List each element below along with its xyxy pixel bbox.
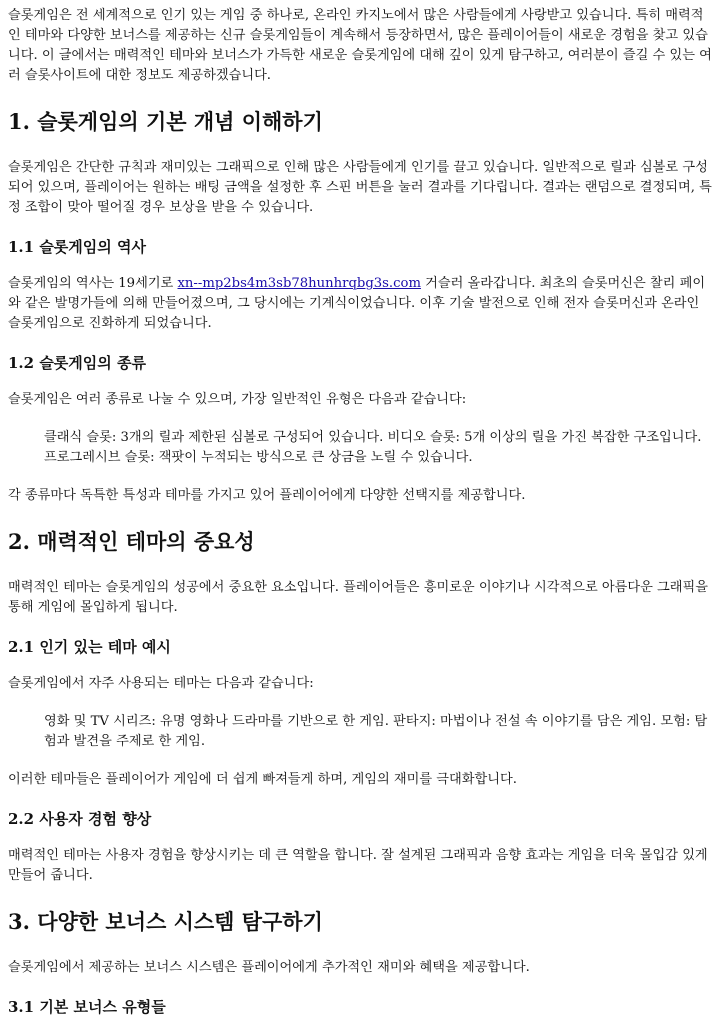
themes-quote-text: 영화 및 TV 시리즈: 유명 영화나 드라마를 기반으로 한 게임. 판타지: 마법이나 전설 속 이야기를 담은 게임. 모험: 탐험과 발견을 주제로 한 게임. [44,714,708,749]
section2-1-paragraph: 슬롯게임에서 자주 사용되는 테마는 다음과 같습니다: [8,676,314,691]
section2-2-paragraph: 매력적인 테마는 사용자 경험을 향상시키는 데 큰 역할을 합니다. 잘 설계된 그래픽과 음향 효과는 게임을 더욱 몰입감 있게 만들어 줍니다. [8,848,708,883]
section2-heading: 2. 매력적인 테마의 중요성 [8,529,255,554]
section3-paragraph: 슬롯게임에서 제공하는 보너스 시스템은 플레이어에게 추가적인 재미와 혜택을 제공합니다. [8,960,530,975]
section3-1-heading: 3.1 기본 보너스 유형들 [8,998,166,1016]
slot-types-quote [44,428,712,468]
section2-1-heading: 2.1 인기 있는 테마 예시 [8,638,171,656]
section1-2-closing: 각 종류마다 독특한 특성과 테마를 가지고 있어 플레이어에게 다양한 선택지를 제공합니다. [8,488,526,503]
history-text-before: 슬롯게임의 역사는 19세기로 [8,276,178,291]
section2-2-heading: 2.2 사용자 경험 향상 [8,810,152,828]
slot-types-quote-text: 클래식 슬롯: 3개의 릴과 제한된 심볼로 구성되어 있습니다. 비디오 슬롯: 5개 이상의 릴을 가진 복잡한 구조입니다. 프로그레시브 슬롯: 잭팟이 누적되는 방식으로 큰 상금을 노릴 수 있습니다. [44,430,702,465]
intro-paragraph: 슬롯게임은 전 세계적으로 인기 있는 게임 중 하나로, 온라인 카지노에서 많은 사람들에게 사랑받고 있습니다. 특히 매력적인 테마와 다양한 보너스를 제공하는 신규 슬롯게임들이 계속해서 등장하면서, 많은 플레이어들이 새로운 경험을 찾고 있습니다. 이 글에서는 매력적인 테마와 보너스가 가득한 새로운 슬롯게임에 대해 깊이 있게 탐구하고, 여러분이 즐길 수 있는 여러 슬롯사이트에 대한 정보도 제공하겠습니다. [8,8,712,83]
section3-heading: 3. 다양한 보너스 시스템 탐구하기 [8,909,323,934]
section1-1-paragraph [8,274,712,334]
section2-1-closing: 이러한 테마들은 플레이어가 게임에 더 쉽게 빠져들게 하며, 게임의 재미를 극대화합니다. [8,772,517,787]
section1-2-paragraph: 슬롯게임은 여러 종류로 나눌 수 있으며, 가장 일반적인 유형은 다음과 같습니다: [8,392,467,407]
themes-quote [44,712,712,752]
section1-heading: 1. 슬롯게임의 기본 개념 이해하기 [8,109,323,134]
section1-1-heading: 1.1 슬롯게임의 역사 [8,238,146,256]
site-link[interactable]: xn--mp2bs4m3sb78hunhrqbg3s.com [177,276,421,291]
section1-2-heading: 1.2 슬롯게임의 종류 [8,354,146,372]
section1-paragraph: 슬롯게임은 간단한 규칙과 재미있는 그래픽으로 인해 많은 사람들에게 인기를 끌고 있습니다. 일반적으로 릴과 심볼로 구성되어 있으며, 플레이어는 원하는 배팅 금액을 설정한 후 스핀 버튼을 눌러 결과를 기다립니다. 결과는 랜덤으로 결정되며, 특정 조합이 맞아 떨어질 경우 보상을 받을 수 있습니다. [8,160,712,215]
section2-paragraph: 매력적인 테마는 슬롯게임의 성공에서 중요한 요소입니다. 플레이어들은 흥미로운 이야기나 시각적으로 아름다운 그래픽을 통해 게임에 몰입하게 됩니다. [8,580,708,615]
history-text-after: 거슬러 올라갑니다. 최초의 슬롯머신은 찰리 페이와 같은 발명가들에 의해 만들어졌으며, 그 당시에는 기계식이었습니다. 이후 기술 발전으로 인해 전자 슬롯머신과 온라인 슬롯게임으로 진화하게 되었습니다. [8,276,706,331]
